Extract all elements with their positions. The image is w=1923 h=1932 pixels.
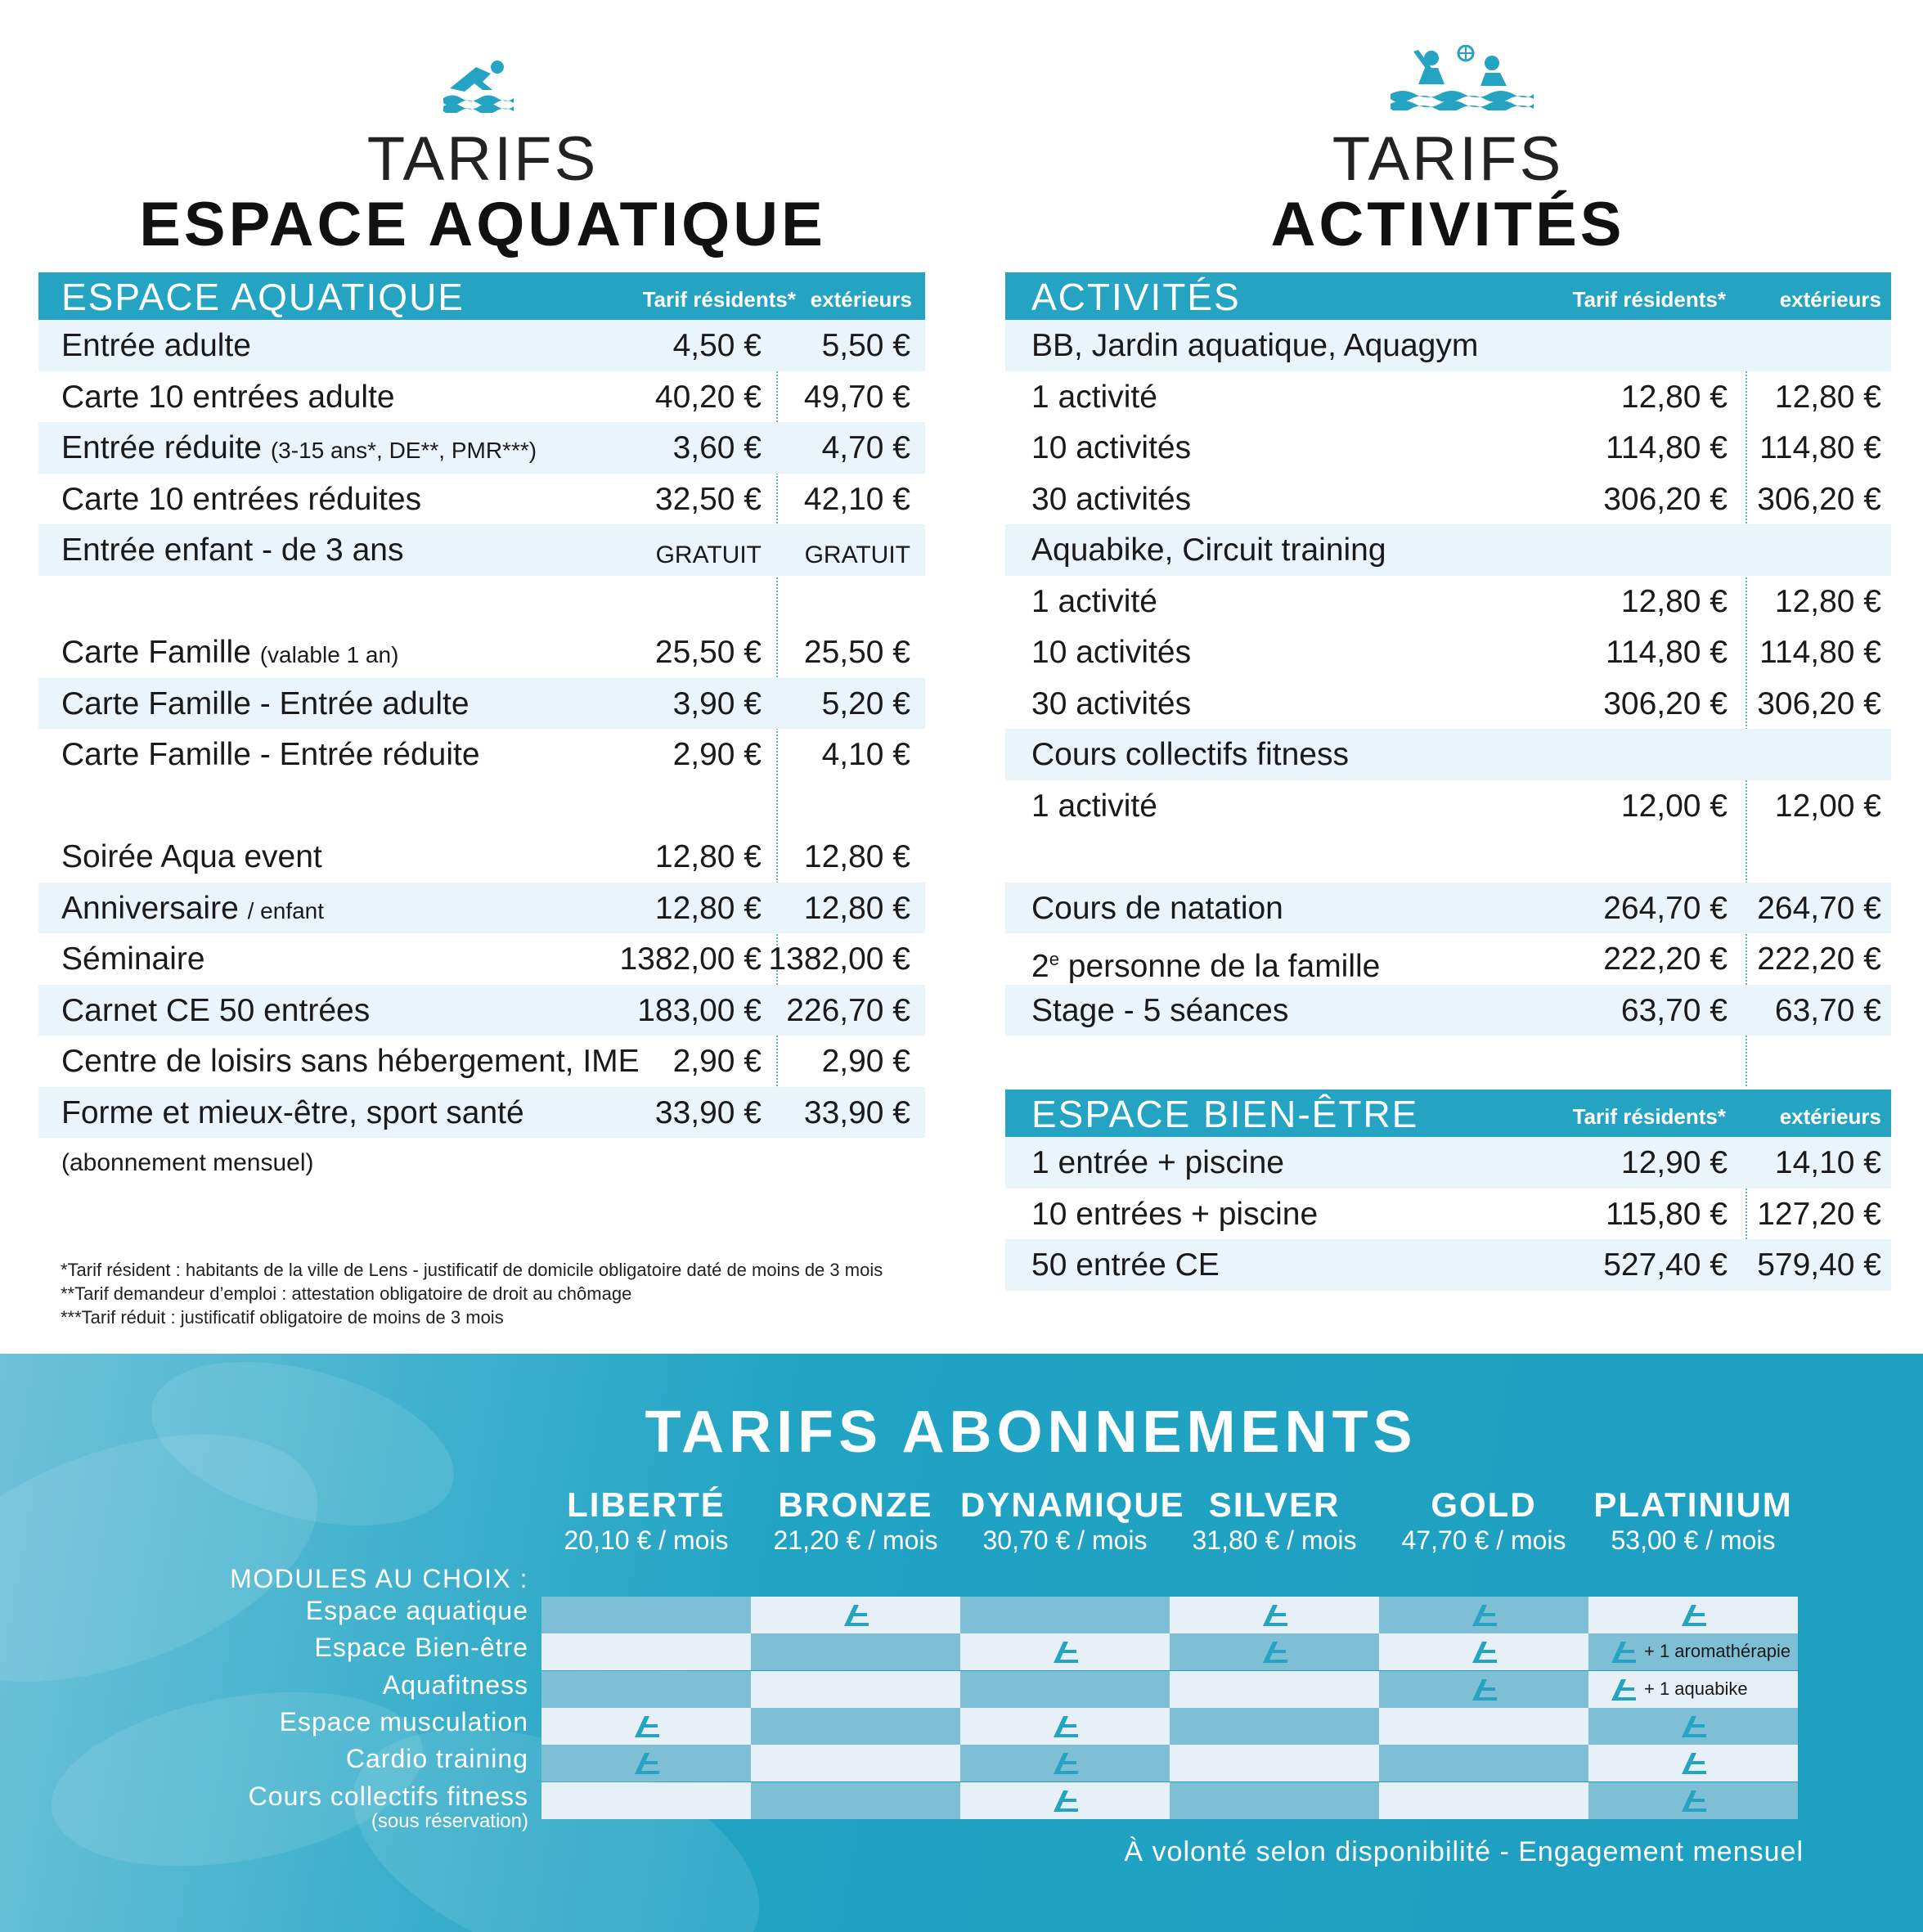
- resident-price: 3,60 €: [672, 430, 762, 465]
- activities-heading-line1: TARIFS: [1332, 124, 1564, 194]
- logo-check-icon: [1050, 1640, 1080, 1665]
- row-label-text: Carte Famille: [61, 635, 251, 670]
- module-cell: [1379, 1671, 1588, 1708]
- modules-heading: MODULES AU CHOIX :: [230, 1564, 528, 1593]
- footnote: **Tarif demandeur d’emploi : attestation obligatoire de droit au chômage: [61, 1283, 632, 1304]
- table-row: [1005, 933, 1891, 985]
- exterior-price: GRATUIT: [804, 541, 910, 568]
- module-cell: [1588, 1708, 1798, 1745]
- module-label: Espace musculation: [279, 1706, 528, 1737]
- resident-price: 183,00 €: [637, 992, 762, 1028]
- row-label: Entrée enfant - de 3 ans: [61, 532, 404, 568]
- module-cell: [1379, 1782, 1588, 1819]
- row-label: 10 entrées + piscine: [1031, 1196, 1319, 1232]
- row-label: 1 activité: [1031, 379, 1157, 415]
- footnote: *Tarif résident : habitants de la ville de Lens - justificatif de domicile obligatoire daté de moins de 3 mois: [61, 1260, 883, 1280]
- resident-price: 33,90 €: [654, 1094, 762, 1130]
- row-label: 30 activités: [1031, 685, 1192, 721]
- aquatic-heading-line1: TARIFS: [366, 124, 599, 194]
- plan-price: 53,00 € / mois: [1611, 1525, 1776, 1555]
- module-cell: [751, 1671, 960, 1708]
- column-resident-header: Tarif résidents*: [642, 287, 796, 312]
- exterior-price: 33,90 €: [803, 1094, 910, 1130]
- table-row: [1005, 422, 1891, 474]
- exterior-price: 579,40 €: [1757, 1247, 1881, 1283]
- logo-check-icon: [1260, 1603, 1289, 1628]
- resident-price: GRATUIT: [655, 541, 762, 568]
- resident-price: 2,90 €: [672, 1044, 762, 1079]
- plan-name: BRONZE: [778, 1485, 933, 1524]
- table-row: [1005, 627, 1891, 678]
- row-label: Carte Famille - Entrée adulte: [61, 685, 470, 721]
- exterior-price: 63,70 €: [1774, 992, 1881, 1028]
- footnote: ***Tarif réduit : justificatif obligatoire de moins de 3 mois: [61, 1307, 504, 1328]
- row-label: 50 entrée CE: [1031, 1247, 1220, 1283]
- module-cell: [1170, 1782, 1379, 1819]
- table-row: [38, 1036, 925, 1087]
- row-label: 30 activités: [1031, 481, 1192, 517]
- activities-heading-line2: ACTIVITÉS: [1270, 190, 1625, 259]
- resident-price: 115,80 €: [1606, 1196, 1728, 1232]
- plan-price: 30,70 € / mois: [982, 1525, 1148, 1555]
- column-resident-header: Tarif résidents*: [1572, 1104, 1726, 1129]
- logo-check-icon: [1678, 1789, 1708, 1813]
- table-row: [38, 1087, 925, 1139]
- plan-column: [1588, 1486, 1798, 1557]
- module-cell: [960, 1597, 1170, 1633]
- logo-check-icon: [1469, 1640, 1498, 1665]
- module-sub-note: (sous réservation): [371, 1810, 528, 1832]
- plan-name: GOLD: [1431, 1485, 1537, 1524]
- plan-column: [1379, 1486, 1588, 1557]
- resident-price: 12,90 €: [1620, 1145, 1728, 1180]
- exterior-price: 49,70 €: [803, 379, 910, 415]
- table-row: [38, 883, 925, 934]
- table-row: [1005, 729, 1891, 780]
- row-label: Stage - 5 séances: [1031, 992, 1289, 1028]
- resident-price: 12,00 €: [1620, 788, 1728, 824]
- table-after-note: (abonnement mensuel): [61, 1149, 314, 1176]
- platinum-extra: + 1 aromathérapie: [1644, 1641, 1791, 1662]
- swimmer-icon: [442, 56, 514, 113]
- plan-column: [541, 1486, 751, 1557]
- row-label: Soirée Aqua event: [61, 839, 322, 874]
- module-cell: [751, 1597, 960, 1633]
- exterior-price: 114,80 €: [1759, 430, 1881, 465]
- row-label: Carte 10 entrées réduites: [61, 481, 422, 517]
- row-label-note: (valable 1 an): [259, 642, 399, 667]
- exterior-price: 12,80 €: [803, 890, 910, 926]
- module-cell: [1588, 1782, 1798, 1819]
- module-cell: [1379, 1708, 1588, 1745]
- resident-price: 1382,00 €: [619, 941, 762, 977]
- module-cell: [541, 1633, 751, 1670]
- row-label: Cours de natation: [1031, 890, 1283, 926]
- module-cell: [960, 1745, 1170, 1781]
- resident-price: 2,90 €: [672, 737, 762, 772]
- activities-price-table: [1005, 272, 1891, 1036]
- table-row: [38, 524, 925, 576]
- module-cell: [1588, 1597, 1798, 1633]
- column-exterior-header: extérieurs: [1779, 1104, 1881, 1129]
- table-row: [1005, 576, 1891, 627]
- module-label: Cardio training: [345, 1744, 528, 1774]
- resident-price: 4,50 €: [672, 328, 762, 363]
- table-title: ESPACE BIEN-ÊTRE: [1031, 1093, 1419, 1135]
- resident-price: 25,50 €: [654, 635, 762, 670]
- table-row: [1005, 1188, 1891, 1240]
- subscriptions-title: TARIFS ABONNEMENTS: [645, 1400, 1418, 1465]
- table-row: [38, 678, 925, 730]
- module-cell: [1170, 1597, 1379, 1633]
- row-label-text: personne de la famille: [1067, 949, 1381, 984]
- table-row: [1005, 985, 1891, 1036]
- table-header: [1005, 272, 1891, 320]
- resident-price: 40,20 €: [654, 379, 762, 415]
- logo-check-icon: [1678, 1751, 1708, 1776]
- module-cell: [541, 1708, 751, 1745]
- row-label: [61, 635, 398, 673]
- row-label: Aquabike, Circuit training: [1031, 532, 1386, 568]
- module-cell: [541, 1597, 751, 1633]
- row-label: Centre de loisirs sans hébergement, IME: [61, 1044, 640, 1079]
- exterior-price: 306,20 €: [1757, 481, 1881, 517]
- resident-price: 63,70 €: [1620, 992, 1728, 1028]
- aquatic-heading-line2: ESPACE AQUATIQUE: [139, 190, 826, 259]
- exterior-price: 42,10 €: [803, 481, 910, 517]
- module-label: Espace aquatique: [305, 1596, 528, 1625]
- resident-price: 306,20 €: [1603, 481, 1728, 517]
- plan-column: [751, 1486, 960, 1557]
- module-label: Espace Bien-être: [314, 1633, 528, 1663]
- module-cell: [1379, 1745, 1588, 1781]
- resident-price: 306,20 €: [1603, 685, 1728, 721]
- table-row: [38, 985, 925, 1036]
- table-row: [38, 474, 925, 525]
- row-label: [61, 891, 324, 929]
- exterior-price: 306,20 €: [1757, 685, 1881, 721]
- table-row: [38, 371, 925, 423]
- table-row: [38, 831, 925, 883]
- module-cell: [960, 1633, 1170, 1670]
- exterior-price: 127,20 €: [1757, 1196, 1881, 1232]
- table-row: [38, 627, 925, 678]
- row-label: [1031, 941, 1380, 985]
- row-label-text: Entrée réduite: [61, 430, 262, 465]
- module-cell: [1170, 1633, 1379, 1670]
- resident-price: 264,70 €: [1603, 890, 1728, 926]
- plan-name: PLATINIUM: [1593, 1485, 1793, 1524]
- exterior-price: 2,90 €: [821, 1044, 910, 1079]
- row-label: Cours collectifs fitness: [1031, 737, 1349, 772]
- subscriptions-section: [0, 1354, 1923, 1932]
- module-cell: [1588, 1671, 1798, 1708]
- table-row: [38, 422, 925, 474]
- row-label: BB, Jardin aquatique, Aquagym: [1031, 328, 1479, 363]
- resident-price: 12,80 €: [654, 890, 762, 926]
- module-cell: [541, 1745, 751, 1781]
- resident-price: 222,20 €: [1603, 941, 1728, 977]
- table-row: [38, 320, 925, 371]
- row-label: 1 activité: [1031, 788, 1157, 824]
- logo-check-icon: [1678, 1603, 1708, 1628]
- module-cell: [541, 1671, 751, 1708]
- exterior-price: 25,50 €: [803, 635, 910, 670]
- table-row: [1005, 320, 1891, 371]
- row-label: Entrée adulte: [61, 328, 252, 363]
- row-label: Carnet CE 50 entrées: [61, 992, 371, 1028]
- row-label-note: / enfant: [247, 897, 325, 923]
- module-label: Aquafitness: [382, 1669, 528, 1700]
- module-cell: [541, 1782, 751, 1819]
- resident-price: 114,80 €: [1606, 635, 1728, 670]
- resident-price: 114,80 €: [1606, 430, 1728, 465]
- exterior-price: 226,70 €: [786, 992, 910, 1028]
- table-row: [1005, 1137, 1891, 1188]
- exterior-price: 264,70 €: [1757, 890, 1881, 926]
- logo-check-icon: [1678, 1714, 1708, 1739]
- plan-name: DYNAMIQUE: [960, 1485, 1185, 1524]
- plan-price: 31,80 € / mois: [1192, 1525, 1357, 1555]
- table-header: [38, 272, 925, 320]
- row-label-note: (3-15 ans*, DE**, PMR***): [270, 438, 537, 463]
- aquatic-heading: [82, 124, 883, 259]
- exterior-price: 5,50 €: [821, 328, 910, 363]
- table-row: [1005, 371, 1891, 423]
- exterior-price: 4,70 €: [821, 430, 910, 465]
- plan-column: [960, 1485, 1185, 1557]
- exterior-price: 14,10 €: [1774, 1145, 1881, 1180]
- module-label: Cours collectifs fitness: [248, 1781, 528, 1811]
- exterior-price: 12,80 €: [1774, 583, 1881, 619]
- plan-price: 21,20 € / mois: [773, 1525, 938, 1555]
- module-cell: [1170, 1671, 1379, 1708]
- logo-check-icon: [631, 1714, 661, 1739]
- row-label: Séminaire: [61, 941, 205, 977]
- exterior-price: 12,80 €: [803, 839, 910, 874]
- logo-check-icon: [1469, 1678, 1498, 1702]
- plan-price: 47,70 € / mois: [1401, 1525, 1566, 1555]
- module-cell: [751, 1782, 960, 1819]
- exterior-price: 114,80 €: [1759, 635, 1881, 670]
- wellness-price-table: [1005, 1090, 1891, 1291]
- table-title: ESPACE AQUATIQUE: [61, 276, 465, 318]
- row-label: 1 activité: [1031, 583, 1157, 619]
- table-row: [38, 933, 925, 985]
- resident-price: 12,80 €: [1620, 379, 1728, 415]
- logo-check-icon: [1050, 1789, 1080, 1813]
- logo-check-icon: [1469, 1603, 1498, 1628]
- table-row: [38, 729, 925, 780]
- logo-check-icon: [1260, 1640, 1289, 1665]
- plan-price: 20,10 € / mois: [564, 1525, 729, 1555]
- table-row: [1005, 678, 1891, 730]
- module-cell: [960, 1708, 1170, 1745]
- row-label-number: 2: [1031, 949, 1049, 984]
- row-label: Carte Famille - Entrée réduite: [61, 737, 480, 772]
- module-cell: [960, 1782, 1170, 1819]
- module-cell: [1588, 1745, 1798, 1781]
- exterior-price: 5,20 €: [821, 685, 910, 721]
- water-polo-icon: [1391, 45, 1534, 110]
- exterior-price: 1382,00 €: [768, 941, 910, 977]
- plan-column: [1170, 1486, 1379, 1557]
- platinum-extra: + 1 aquabike: [1644, 1678, 1748, 1699]
- plan-name: SILVER: [1208, 1485, 1341, 1524]
- resident-price: 12,80 €: [654, 839, 762, 874]
- exterior-price: 12,00 €: [1774, 788, 1881, 824]
- row-label: Forme et mieux-être, sport santé: [61, 1094, 524, 1130]
- row-label: Carte 10 entrées adulte: [61, 379, 395, 415]
- row-label: 10 activités: [1031, 635, 1192, 670]
- logo-check-icon: [1050, 1751, 1080, 1776]
- table-row: [1005, 780, 1891, 832]
- logo-check-icon: [631, 1751, 661, 1776]
- column-exterior-header: extérieurs: [810, 287, 912, 312]
- column-exterior-header: extérieurs: [1779, 287, 1881, 312]
- module-cell: [1170, 1745, 1379, 1781]
- module-cell: [960, 1671, 1170, 1708]
- column-resident-header: Tarif résidents*: [1572, 287, 1726, 312]
- subscriptions-footer: À volonté selon disponibilité - Engagement mensuel: [1124, 1836, 1804, 1867]
- exterior-price: 4,10 €: [821, 737, 910, 772]
- module-cell: [1379, 1633, 1588, 1670]
- row-label-text: Anniversaire: [61, 890, 239, 926]
- table-header: [1005, 1090, 1891, 1137]
- plan-name: LIBERTÉ: [567, 1485, 726, 1524]
- table-row: [1005, 474, 1891, 525]
- exterior-price: 12,80 €: [1774, 379, 1881, 415]
- module-cell: [751, 1708, 960, 1745]
- aquatic-price-table: [38, 272, 925, 1177]
- resident-price: 3,90 €: [672, 685, 762, 721]
- module-cell: [751, 1745, 960, 1781]
- resident-price: 527,40 €: [1603, 1247, 1728, 1283]
- row-label: 10 activités: [1031, 430, 1192, 465]
- exterior-price: 222,20 €: [1757, 941, 1881, 977]
- table-title: ACTIVITÉS: [1031, 276, 1241, 318]
- resident-price: 32,50 €: [654, 481, 762, 517]
- activities-heading: [1047, 124, 1849, 259]
- logo-check-icon: [841, 1603, 870, 1628]
- row-label: [61, 430, 537, 469]
- table-row: [1005, 883, 1891, 934]
- logo-check-icon: [1608, 1640, 1638, 1665]
- row-label: 1 entrée + piscine: [1031, 1145, 1284, 1180]
- logo-check-icon: [1608, 1678, 1638, 1702]
- module-cell: [1379, 1597, 1588, 1633]
- logo-check-icon: [1050, 1714, 1080, 1739]
- table-row: [1005, 1239, 1891, 1291]
- module-cell: [1170, 1708, 1379, 1745]
- resident-price: 12,80 €: [1620, 583, 1728, 619]
- table-row: [1005, 524, 1891, 576]
- module-cell: [1588, 1633, 1798, 1670]
- row-label-superscript: e: [1049, 949, 1059, 969]
- module-cell: [751, 1633, 960, 1670]
